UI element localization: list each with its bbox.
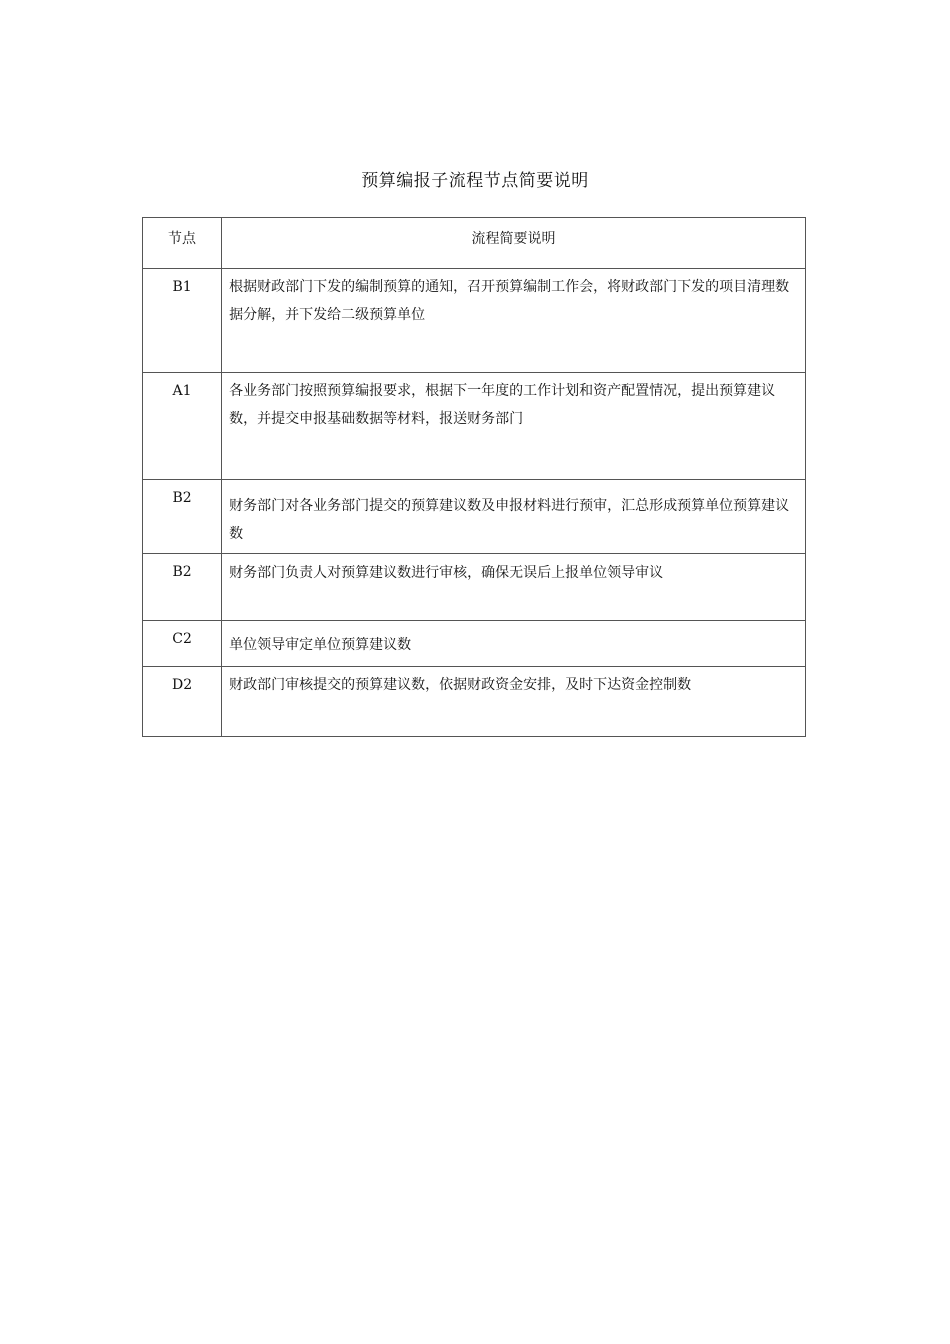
node-cell	[143, 621, 222, 667]
node-code: A1	[172, 383, 192, 399]
description-cell	[222, 373, 806, 480]
header-description-label: 流程简要说明	[471, 231, 556, 247]
description-cell	[222, 480, 806, 554]
description-cell	[222, 269, 806, 373]
node-cell	[143, 373, 222, 480]
page-title: 预算编报子流程节点简要说明	[361, 171, 589, 191]
node-description: 财务部门对各业务部门提交的预算建议数及申报材料进行预审，汇总形成预算单位预算建议数	[229, 498, 790, 542]
node-cell	[143, 480, 222, 554]
header-node	[143, 218, 222, 269]
node-cell	[143, 667, 222, 737]
node-description: 根据财政部门下发的编制预算的通知，召开预算编制工作会，将财政部门下发的项目清理数据分解，并下发给二级预算单位	[229, 279, 790, 323]
node-description: 财政部门审核提交的预算建议数，依据财政资金安排，及时下达资金控制数	[229, 677, 692, 693]
node-cell	[143, 269, 222, 373]
node-code: B2	[172, 564, 192, 580]
node-code: D2	[171, 677, 193, 693]
description-cell	[222, 667, 806, 737]
table-row	[143, 269, 806, 373]
description-cell	[222, 554, 806, 621]
header-node-label: 节点	[168, 231, 197, 247]
table-row	[143, 480, 806, 554]
table-row	[143, 373, 806, 480]
description-cell	[222, 621, 806, 667]
table-header-row	[143, 218, 806, 269]
node-code: C2	[172, 631, 192, 647]
table-row	[143, 667, 806, 737]
process-table	[142, 217, 806, 737]
node-code: B1	[172, 279, 192, 295]
node-description: 各业务部门按照预算编报要求，根据下一年度的工作计划和资产配置情况，提出预算建议数，并提交申报基础数据等材料，报送财务部门	[229, 383, 776, 427]
node-cell	[143, 554, 222, 621]
table-row	[143, 621, 806, 667]
node-code: B2	[172, 490, 192, 506]
table-row	[143, 554, 806, 621]
node-description: 财务部门负责人对预算建议数进行审核，确保无误后上报单位领导审议	[229, 565, 664, 581]
header-description	[222, 218, 806, 269]
node-description: 单位领导审定单位预算建议数	[229, 637, 412, 653]
